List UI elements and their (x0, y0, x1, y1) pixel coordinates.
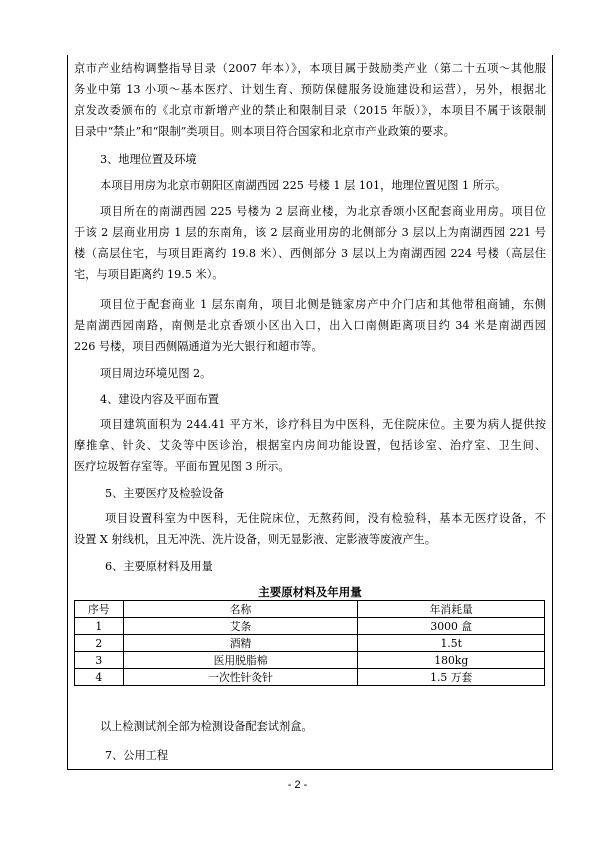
table-cell: 180kg (358, 652, 545, 669)
paragraph-line: 于该 2 层商业用房 1 层的东南角，该 2 层商业用房的北侧部分 3 层以上为南湖西园 221 号 (74, 226, 546, 239)
section-heading-materials: 6、主要原材料及用量 (105, 560, 213, 573)
paragraph-line: 京发改委颁布的《北京市新增产业的禁止和限制目录（2015 年版）》，本项目不属于该限制 (74, 104, 546, 117)
table-cell: 医用脱脂棉 (123, 652, 358, 669)
section-heading-equipment: 5、主要医疗及检验设备 (105, 487, 224, 500)
column-header: 年消耗量 (358, 601, 545, 618)
table-cell: 1.5t (358, 635, 545, 652)
paragraph-line: 设置 X 射线机，且无冲洗、洗片设备，则无显影液、定影液等废液产生。 (74, 533, 436, 546)
paragraph-line: 本项目用房为北京市朝阳区南湖西园 225 号楼 1 层 101，地理位置见图 1 所示。 (100, 179, 507, 192)
section-heading-construction: 4、建设内容及平面布置 (100, 393, 219, 406)
paragraph-line: 项目设置科室为中医科，无住院床位，无熬药间，没有检验科，基本无医疗设备，不 (105, 512, 546, 525)
paragraph-line: 226 号楼，项目西侧隔通道为光大银行和超市等。 (74, 340, 323, 353)
table-cell: 1 (75, 618, 124, 635)
column-header: 序号 (75, 601, 124, 618)
document-frame (67, 55, 553, 770)
table-row (75, 618, 545, 635)
paragraph-line: 项目位于配套商业 1 层东南角，项目北侧是链家房产中介门店和其他带租商铺，东侧 (100, 298, 546, 311)
paragraph-line: 项目所在的南湖西园 225 号楼为 2 层商业楼，为北京香颂小区配套商业用房。项目位 (100, 205, 546, 218)
table-row (75, 652, 545, 669)
paragraph-line: 楼（高层住宅，与项目距离约 19.8 米）、西侧部分 3 层以上为南湖西园 224 号楼（高层住 (74, 247, 546, 260)
table-row (75, 669, 545, 686)
paragraph-line: 宅，与项目距离约 19.5 米）。 (74, 268, 224, 281)
table-cell: 1.5 万套 (358, 669, 545, 686)
materials-table (74, 600, 545, 686)
paragraph-line: 目录中“禁止”和“限制”类项目。则本项目符合国家和北京市产业政策的要求。 (74, 125, 455, 138)
column-header: 名称 (123, 601, 358, 618)
paragraph-line: 京市产业结构调整指导目录（2007 年本）》，本项目属于鼓励类产业（第二十五项～其他服 (74, 62, 546, 75)
table-header-row (75, 601, 545, 618)
table-cell: 3 (75, 652, 124, 669)
section-heading-location: 3、地理位置及环境 (100, 153, 197, 166)
table-note: 以上检测试剂全部为检测设备配套试剂盒。 (100, 720, 313, 733)
paragraph-line: 摩推拿、针灸、艾灸等中医诊治，根据室内房间功能设置，包括诊室、治疗室、卫生间、 (74, 439, 546, 452)
section-heading-utilities: 7、公用工程 (105, 749, 169, 762)
paragraph-line: 是南湖西园南路，南侧是北京香颂小区出入口，出入口南侧距离项目约 34 米是南湖西园 (74, 319, 546, 332)
table-title: 主要原材料及年用量 (258, 585, 362, 599)
page-number: - 2 - (287, 779, 308, 791)
paragraph-line: 医疗垃圾暂存室等。平面布置见图 3 所示。 (74, 460, 290, 473)
table-row (75, 635, 545, 652)
table-cell: 3000 盒 (358, 618, 545, 635)
table-cell: 艾条 (123, 618, 358, 635)
table-cell: 一次性针灸针 (123, 669, 358, 686)
paragraph-line: 项目建筑面积为 244.41 平方米，诊疗科目为中医科，无住院床位。主要为病人提供按 (100, 418, 546, 431)
table-cell: 2 (75, 635, 124, 652)
table-cell: 酒精 (123, 635, 358, 652)
paragraph-line: 项目周边环境见图 2。 (100, 367, 212, 380)
paragraph-line: 务业中第 13 小项～基本医疗、计划生育、预防保健服务设施建设和运营），另外，根据北 (74, 83, 546, 96)
table-cell: 4 (75, 669, 124, 686)
